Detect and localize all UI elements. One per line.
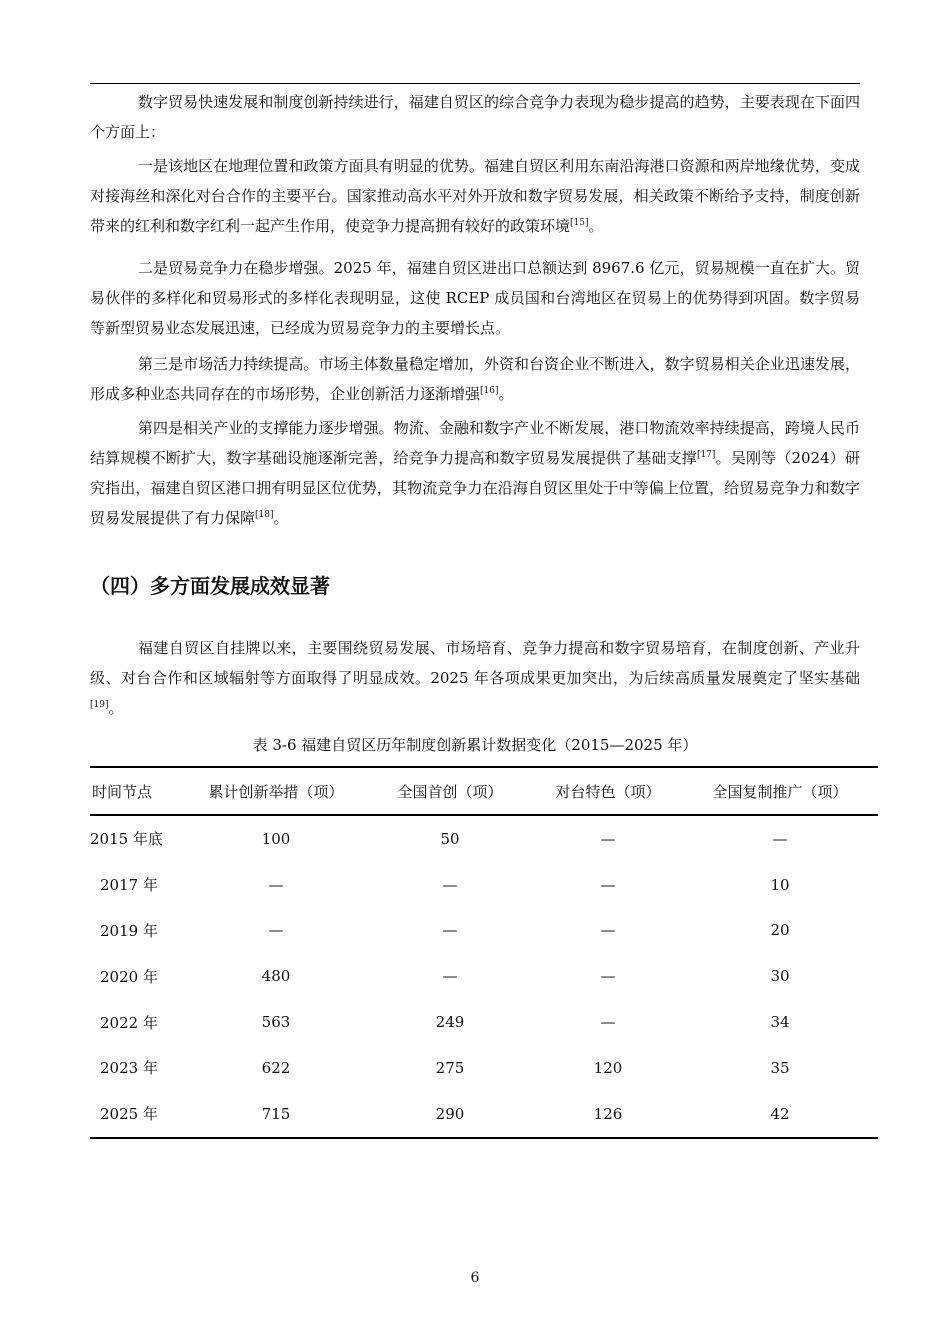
table-row	[90, 908, 878, 954]
cell-time: 2023 年	[100, 1059, 158, 1078]
page-number: 6	[470, 1270, 480, 1286]
cell-time: 2025 年	[100, 1105, 158, 1124]
cell-cumulative: 622	[261, 1058, 291, 1077]
cell-taiwan: —	[600, 921, 616, 940]
cell-time: 2015 年底	[90, 830, 163, 849]
cell-national-first: 275	[435, 1058, 465, 1077]
cell-time: 2022 年	[100, 1013, 158, 1032]
innovation-data-table	[90, 766, 878, 1139]
cell-taiwan: —	[600, 875, 616, 894]
cell-taiwan: —	[600, 967, 616, 986]
cell-national-first: 290	[435, 1104, 465, 1123]
citation-17[interactable]: [17]	[696, 450, 716, 460]
cell-replication: 30	[770, 967, 790, 986]
cell-cumulative: 563	[261, 1013, 291, 1032]
header-national-first: 全国首创（项）	[397, 782, 503, 801]
cell-replication: 42	[770, 1104, 790, 1123]
cell-taiwan: 126	[593, 1104, 623, 1123]
table-header-row	[90, 767, 878, 815]
cell-cumulative: 715	[261, 1104, 291, 1123]
header-taiwan: 对台特色（项）	[555, 782, 661, 801]
table-caption: 表 3-6 福建自贸区历年制度创新累计数据变化（2015—2025 年）	[252, 736, 698, 754]
cell-taiwan: —	[600, 829, 616, 848]
cell-replication: 35	[770, 1058, 790, 1077]
cell-national-first: —	[442, 967, 458, 986]
intro-paragraph: 数字贸易快速发展和制度创新持续进行，福建自贸区的综合竞争力表现为稳步提高的趋势，主要表现在下面四个方面上：	[90, 93, 860, 141]
cell-taiwan: 120	[593, 1058, 623, 1077]
cell-replication: 20	[770, 921, 790, 940]
table-row	[90, 999, 878, 1045]
paragraph-location-advantage: 一是该地区在地理位置和政策方面具有明显的优势。福建自贸区利用东南沿海港口资源和两岸地缘优势，变成对接海丝和深化对台合作的主要平台。国家推动高水平对外开放和数字贸易发展，相关政策不断给予支持，制度创新带来的红利和数字红利一起产生作用，使竞争力提高拥有较好的政策环境[15]。	[90, 157, 860, 235]
citation-18[interactable]: [18]	[255, 510, 274, 520]
citation-16[interactable]: [16]	[480, 386, 499, 396]
header-time: 时间节点	[92, 782, 153, 801]
cell-replication: —	[772, 829, 788, 848]
citation-19[interactable]: [19]	[90, 700, 109, 710]
cell-time: 2019 年	[100, 921, 158, 940]
paragraph-industry-support: 第四是相关产业的支撑能力逐步增强。物流、金融和数字产业不断发展，港口物流效率持续提高，跨境人民币结算规模不断扩大，数字基础设施逐渐完善，给竞争力提高和数字贸易发展提供了基础支撑[17]。吴刚等（2024）研究指出，福建自贸区港口拥有明显区位优势，其物流竞争力在沿海自贸区里处于中等偏上位置，给贸易竞争力和数字贸易发展提供了有力保障[18]。	[90, 419, 860, 527]
section-heading: （四）多方面发展成效显著	[90, 574, 330, 598]
cell-cumulative: 480	[261, 967, 291, 986]
cell-time: 2017 年	[100, 876, 158, 895]
cell-cumulative: —	[268, 875, 284, 894]
header-cumulative: 累计创新举措（项）	[208, 782, 344, 801]
table-row	[90, 1045, 878, 1091]
paragraph-market-vitality: 第三是市场活力持续提高。市场主体数量稳定增加，外资和台资企业不断进入，数字贸易相关企业迅速发展，形成多种业态共同存在的市场形势，企业创新活力逐渐增强[16]。	[90, 355, 860, 403]
table-row	[90, 953, 878, 999]
cell-national-first: 249	[435, 1013, 465, 1032]
cell-replication: 34	[770, 1013, 790, 1032]
citation-15[interactable]: [15]	[570, 218, 589, 228]
cell-replication: 10	[770, 875, 790, 894]
cell-cumulative: —	[268, 921, 284, 940]
header-rule	[90, 83, 860, 84]
cell-time: 2020 年	[100, 967, 158, 986]
cell-national-first: —	[442, 921, 458, 940]
cell-national-first: —	[442, 875, 458, 894]
cell-taiwan: —	[600, 1013, 616, 1032]
paragraph-trade-competitiveness: 二是贸易竞争力在稳步增强。2025 年，福建自贸区进出口总额达到 8967.6 亿元，贸易规模一直在扩大。贸易伙伴的多样化和贸易形式的多样化表现明显，这使 RCEP 成员国和台湾地区在贸易上的优势得到巩固。数字贸易等新型贸易业态发展迅速，已经成为贸易竞争力的主要增长点。	[90, 259, 860, 337]
cell-cumulative: 100	[261, 829, 291, 848]
table-row	[90, 1091, 878, 1138]
cell-national-first: 50	[440, 829, 460, 848]
table-row	[90, 862, 878, 908]
table-row	[90, 815, 878, 862]
section-paragraph: 福建自贸区自挂牌以来，主要围绕贸易发展、市场培育、竞争力提高和数字贸易培育，在制度创新、产业升级、对台合作和区域辐射等方面取得了明显成效。2025 年各项成果更加突出，为后续高质量发展奠定了坚实基础[19]。	[90, 639, 860, 717]
header-replication: 全国复制推广（项）	[712, 782, 848, 801]
